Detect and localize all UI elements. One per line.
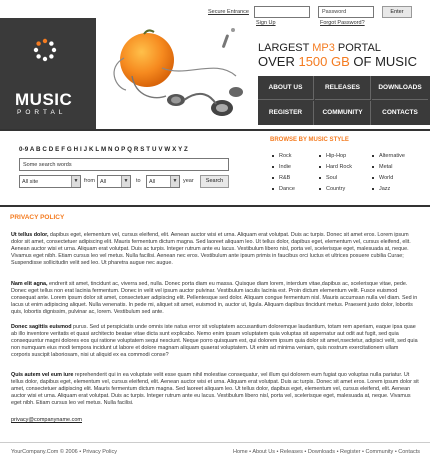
- policy-paragraph: Donec sagittis euismod purus. Sed ut perspiciatis unde omnis iste natus error sit voluptatem accusantium doloremque laudantium, totam rem aperiam, eaque ipsa quae ab illo inventore veritatis et quasi architecto beatae vitae dicta sunt explicabo. Nemo enim ipsam voluptatem quia voluptas sit aspernatur aut odit aut fugit, sed quia consequuntur magni dolores eos qui ratione voluptatem sequi nesciunt. Neque porro quisquam est, qui dolorem ipsum quia dolor sit amet,nsectetur, adipisci velit, sed quia non numquam eius modi tempora incidunt ut labore et dolore magnam aliquam quaerat voluptatem. Ut enim ad minima veniam, quis nostrum exercitationem ullam corporis suscipit laboriosam, nisi ut aliquid ex ea commodi conse?: [11, 324, 418, 358]
- browse-title: BROWSE BY MUSIC STYLE: [270, 137, 349, 143]
- genre-link[interactable]: Dance: [272, 186, 295, 192]
- nav-community[interactable]: COMMUNITY: [315, 101, 371, 125]
- policy-paragraph: Quis autem vel eum iure reprehenderit qui in ea voluptate velit esse quam nihil molestiae consequatur, vel illum qui dolorem eum fugiat quo voluptas nulla pariatur. Ut tellus dolor, dapibus eget, elementum vel, cursus eleifend, elit. Aenean auctor wisi et urna. Aliquam erat volutpat. Duis ac turpis. Donec sit amet eros. Lorem ipsum dolor sit amet, consectetuer adipiscing elit. Mauris fermentum dictum magna. Sed laoreet aliquam leo. Ut tellus dolor, dapibus eget, elementum vel, cursus eleifend, elit. Aenean auctor wisi et urna. Aliquam erat volutpat. Duis ac turpis. Integer rutrum ante eu lacus. Vestibulum libero nisl, porta vel, scelerisque eget, malesuada at, neque. Vivamus eget nibh. Etiam cursus leo vel metus. Nulla facilisi.: [11, 372, 419, 406]
- headline-line2: OVER 1500 GB OF MUSIC: [258, 54, 417, 69]
- to-label: to: [136, 178, 141, 184]
- hero-image: [96, 18, 254, 129]
- headline-line1: LARGEST MP3 PORTAL: [258, 42, 381, 54]
- search-input[interactable]: Some search words: [19, 158, 229, 171]
- main-nav: [258, 76, 430, 125]
- logo-icon: [33, 38, 57, 62]
- genre-link[interactable]: Alternative: [372, 153, 405, 159]
- footer-links[interactable]: Home • About Us • Releases • Downloads • Register • Community • Contacts: [232, 449, 420, 455]
- from-select[interactable]: All ▼: [97, 175, 131, 188]
- nav-contacts[interactable]: CONTACTS: [382, 109, 418, 116]
- secure-entrance-link[interactable]: Secure Entrance: [208, 9, 249, 15]
- logo-title: MUSIC: [15, 90, 73, 109]
- forgot-password-link[interactable]: Forgot Password?: [320, 20, 365, 26]
- genre-link[interactable]: Hip-Hop: [319, 153, 346, 159]
- category-select[interactable]: All site ▼: [19, 175, 81, 188]
- chevron-down-icon: ▼: [170, 176, 179, 187]
- enter-button[interactable]: Enter: [382, 6, 412, 18]
- username-input[interactable]: [254, 6, 310, 18]
- genre-link[interactable]: World: [372, 175, 393, 181]
- genre-link[interactable]: Soul: [319, 175, 337, 181]
- genre-link[interactable]: Metal: [372, 164, 392, 170]
- policy-paragraph: Ut tellus dolor, dapibus eget, elementum vel, cursus eleifend, elit. Aenean auctor wisi et urna. Aliquam erat volutpat. Duis ac turpis. Donec sit amet eros. Lorem ipsum dolor sit amet, consectetuer adipiscing elit. Mauris fermentum dictum magna. Sed laoreet aliquam leo. Ut tellus dolor, dapibus eget, elementum vel, cursus eleifend, elit. Aenean auctor wisi et urna. Aliquam erat volutpat. Duis ac turpis. Integer rutrum ante eu lacus. Vestibulum libero nisl, porta vel, scelerisque eget, malesuada at, neque. Vivamus eget nibh. Etiam cursus leo vel metus. Nulla facilisi. Aenean nec eros. Vestibulum ante ipsum primis in faucibus orci luctus et ultrices posuere cubilia Curae; Suspendisse sollicitudin velit sed leo. Ut pharetra augue nec augue.: [11, 232, 411, 266]
- chevron-down-icon: ▼: [121, 176, 130, 187]
- policy-paragraph: Nam elit agna, endrerit sit amet, tincidunt ac, viverra sed, nulla. Donec porta diam eu massa. Quisque diam lorem, interdum vitae,dapibus ac, scelerisque vitae, pede. Donec eget tellus non erat lacinia fermentum. Donec in velit vel ipsum auctor pulvinar. Vestibulum iaculis lacinia est. Proin dictum elementum velit. Fusce euismod consequat ante. Lorem ipsum dolor sit amet, consectetuer adipiscing elit. Pellentesque sed dolor. Aliquam congue fermentum nisl. Mauris accumsan nulla vel diam. Sed in lacus ut enim adipiscing aliquet. Nulla venenatis. In pede mi, aliquet sit amet, euismod in, auctor ut, ligula. Aliquam dapibus tincidunt metus. Praesent justo dolor, lobortis quis, lobortis dignissim, pulvinar ac, lorem. Vestibulum sed ante.: [11, 281, 418, 315]
- logo-block[interactable]: [0, 18, 96, 129]
- content-divider: [0, 205, 430, 207]
- genre-link[interactable]: Rock: [272, 153, 292, 159]
- to-select[interactable]: All ▼: [146, 175, 180, 188]
- nav-about-us[interactable]: ABOUT US: [258, 76, 314, 100]
- nav-register[interactable]: REGISTER: [258, 101, 314, 125]
- signup-link[interactable]: Sign Up: [256, 20, 276, 26]
- alphabet-index[interactable]: 0-9 A B C D E F G H I J K L M N O P Q R S T U V W X Y Z: [19, 146, 188, 153]
- footer-copyright: YourCompany.Com © 2006 • Privacy Policy: [11, 449, 117, 455]
- genre-link[interactable]: R&B: [272, 175, 290, 181]
- nav-downloads[interactable]: DOWNLOADS: [372, 76, 428, 100]
- privacy-email-link[interactable]: privacy@companyname.com: [11, 417, 82, 423]
- chevron-down-icon: ▼: [71, 176, 80, 187]
- footer-divider: [0, 442, 430, 443]
- header-divider: [0, 129, 430, 131]
- logo-subtitle: PORTAL: [17, 109, 67, 116]
- search-button[interactable]: Search: [200, 175, 229, 188]
- genre-link[interactable]: Country: [319, 186, 345, 192]
- nav-releases[interactable]: RELEASES: [315, 76, 371, 100]
- page-title: PRIVACY POLICY: [10, 214, 65, 221]
- password-input[interactable]: Password: [318, 6, 374, 18]
- genre-link[interactable]: Hard Rock: [319, 164, 352, 170]
- from-label: from: [84, 178, 95, 184]
- genre-link[interactable]: Indie: [272, 164, 291, 170]
- year-label: year: [183, 178, 194, 184]
- genre-link[interactable]: Jazz: [372, 186, 390, 192]
